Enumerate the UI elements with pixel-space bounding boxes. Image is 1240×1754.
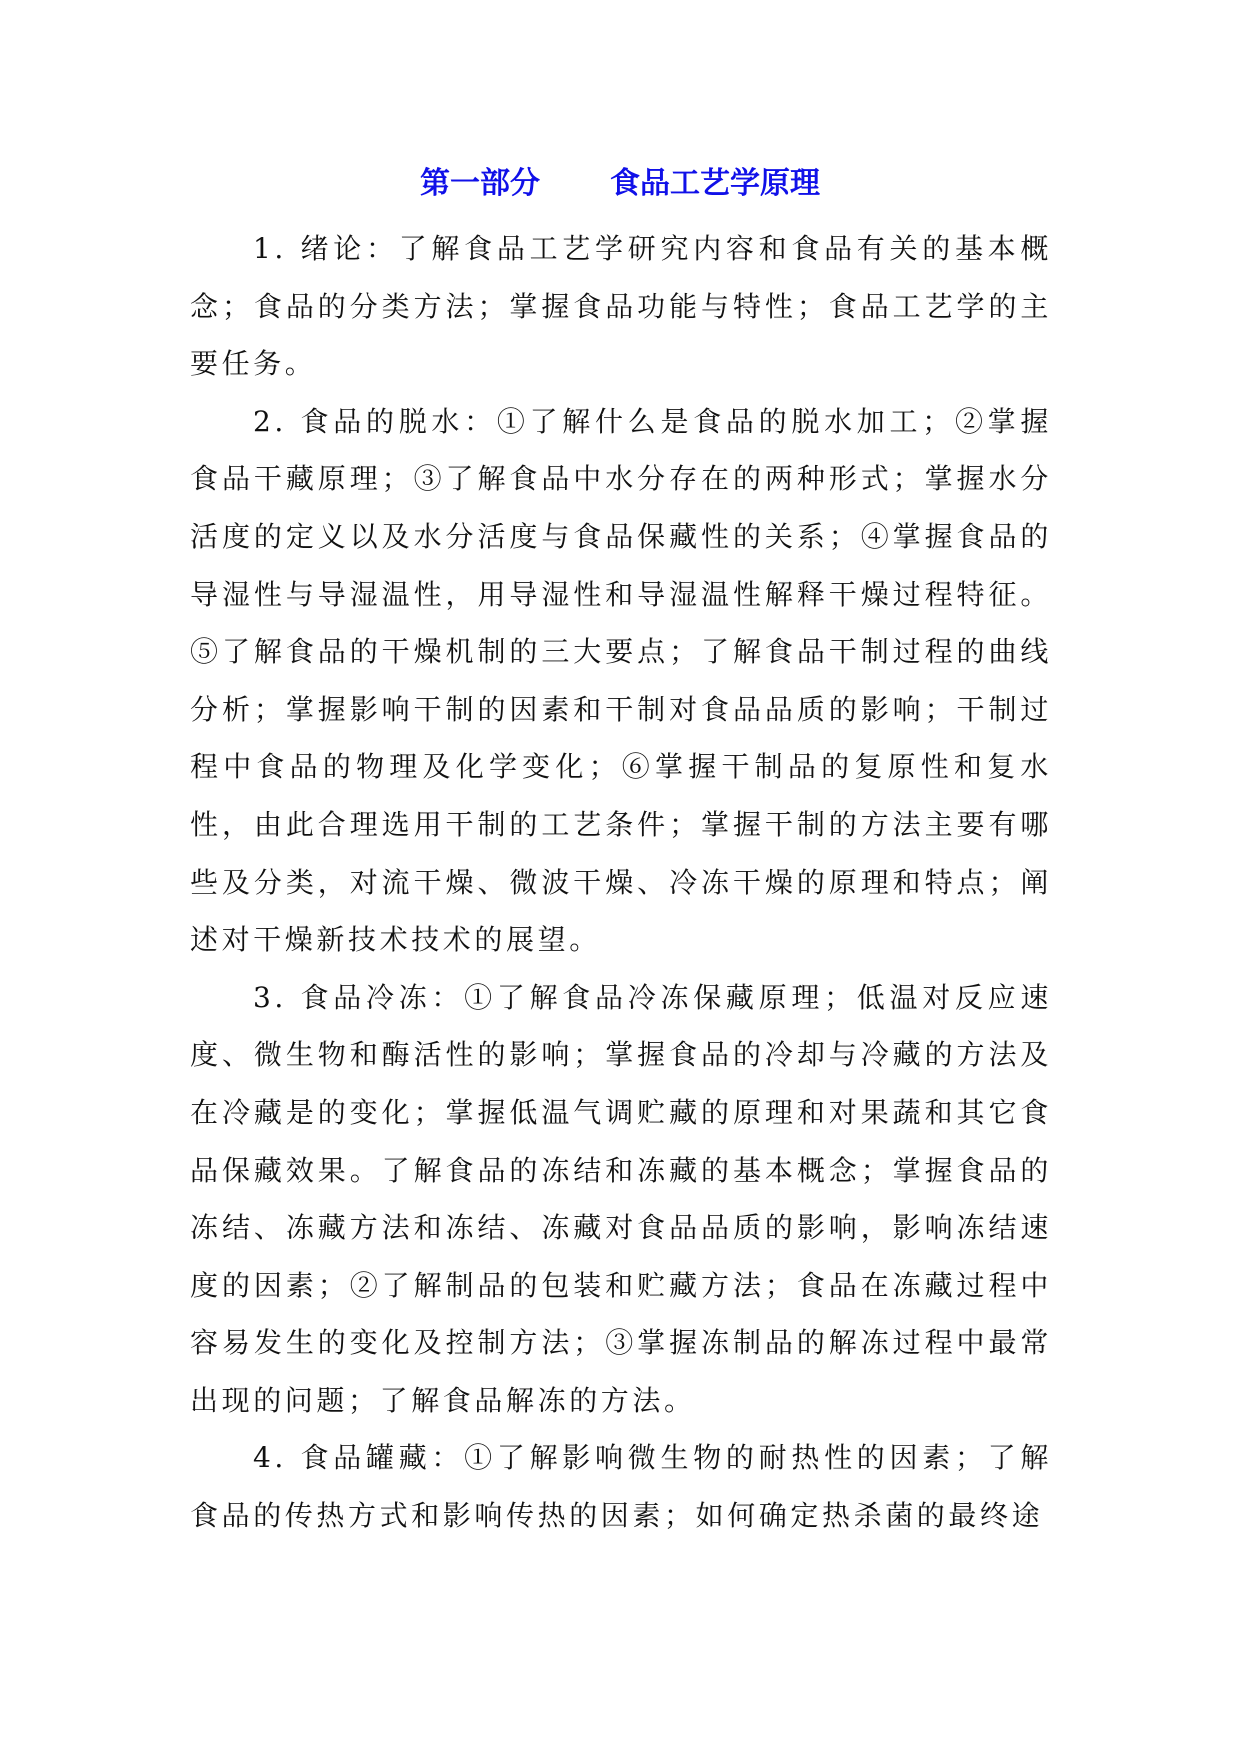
paragraph-freezing: 3. 食品冷冻：①了解食品冷冻保藏原理；低温对反应速度、微生物和酶活性的影响；掌握食品的冷却与冷藏的方法及在冷藏是的变化；掌握低温气调贮藏的原理和对果蔬和其它食品保藏效果。了解食品的冻结和冻藏的基本概念；掌握食品的冻结、冻藏方法和冻结、冻藏对食品品质的影响，影响冻结速度的因素；②了解制品的包装和贮藏方法；食品在冻藏过程中容易发生的变化及控制方法；③掌握冻制品的解冻过程中最常出现的问题；了解食品解冻的方法。 xyxy=(190,980,1052,1417)
paragraph-introduction: 1. 绪论：了解食品工艺学研究内容和食品有关的基本概念；食品的分类方法；掌握食品功能与特性；食品工艺学的主要任务。 xyxy=(190,232,1052,381)
title-part: 第一部分 xyxy=(420,166,540,201)
document-body xyxy=(190,220,1052,1545)
page-title xyxy=(0,162,1240,206)
paragraph-dehydration: 2. 食品的脱水：①了解什么是食品的脱水加工；②掌握食品干藏原理；③了解食品中水分存在的两种形式；掌握水分活度的定义以及水分活度与食品保藏性的关系；④掌握食品的导湿性与导湿温性，用导湿性和导湿温性解释干燥过程特征。⑤了解食品的干燥机制的三大要点；了解食品干制过程的曲线分析；掌握影响干制的因素和干制对食品品质的影响；干制过程中食品的物理及化学变化；⑥掌握干制品的复原性和复水性，由此合理选用干制的工艺条件；掌握干制的方法主要有哪些及分类，对流干燥、微波干燥、冷冻干燥的原理和特点；阐述对干燥新技术技术的展望。 xyxy=(190,404,1052,957)
paragraph-canning: 4. 食品罐藏：①了解影响微生物的耐热性的因素；了解食品的传热方式和影响传热的因素；如何确定热杀菌的最终途 xyxy=(190,1441,1052,1533)
title-subject: 食品工艺学原理 xyxy=(610,166,820,201)
